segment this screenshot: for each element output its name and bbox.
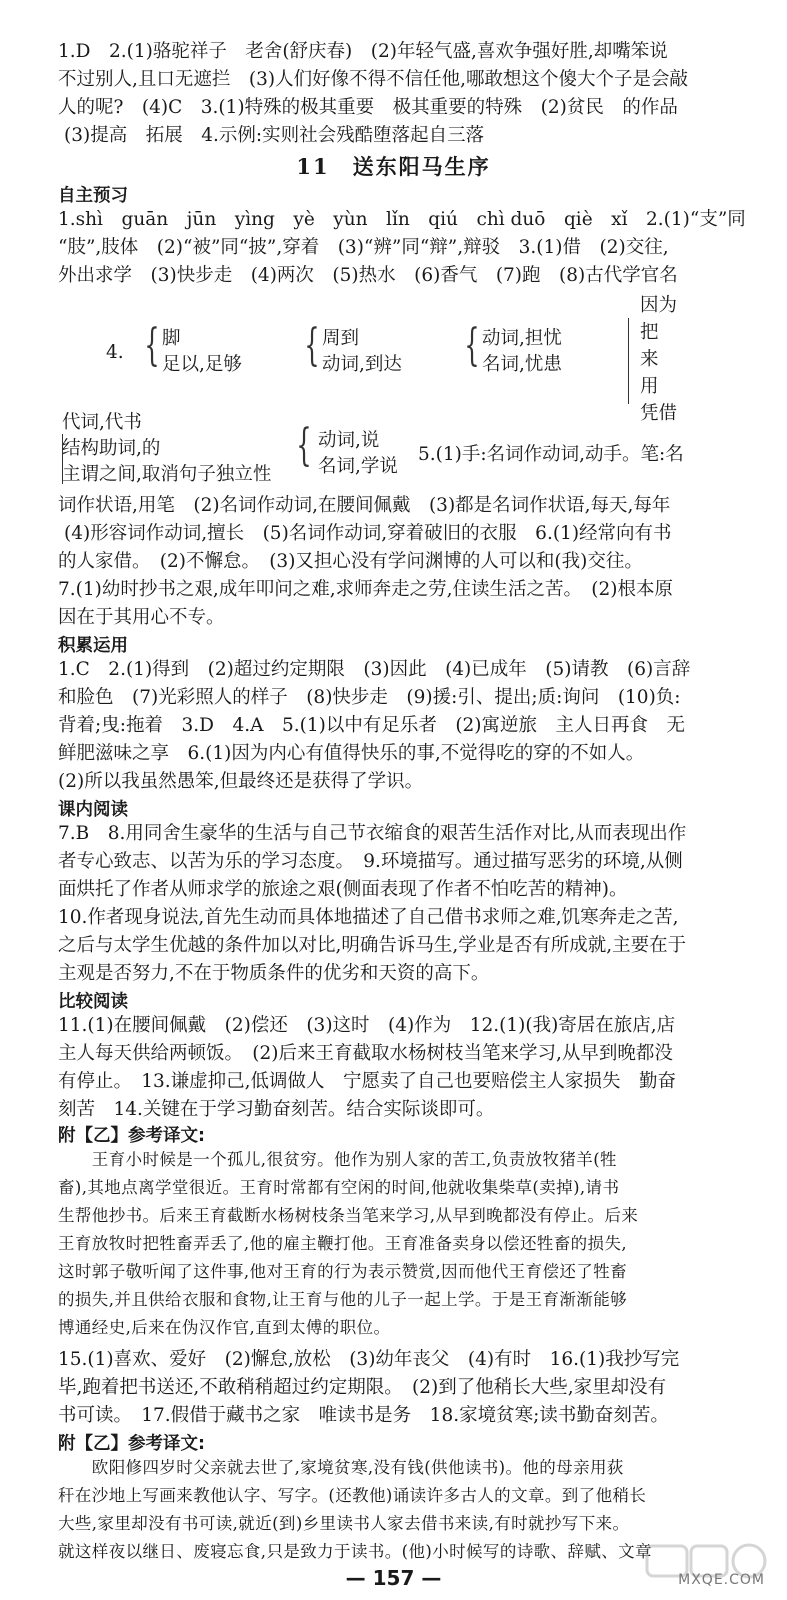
- q4-group-6: [318, 428, 398, 480]
- q4-label: 4.: [106, 342, 124, 363]
- watermark-text: MXQE.COM: [678, 1572, 765, 1588]
- group-item: 结构助词,的: [62, 438, 161, 459]
- text-line: 1.C 2.(1)得到 (2)超过约定期限 (3)因此 (4)已成年 (5)请教 (6)言辞: [58, 659, 691, 680]
- text-line: 词作状语,用笔 (2)名词作动词,在腰间佩戴 (3)都是名词作状语,每天,每年: [58, 495, 671, 516]
- text-line: 的人家借。 (2)不懈怠。 (3)又担心没有学问渊博的人可以和(我)交往。: [58, 551, 643, 572]
- translation-line: 这时郭子敬听闻了这件事,他对王育的行为表示赞赏,因而他代王育偿还了牲畜: [58, 1262, 627, 1281]
- text-line: 者专心致志、以苦为乐的学习态度。 9.环境描写。通过描写恶劣的环境,从侧: [58, 851, 683, 872]
- q5-start: 5.(1)手:名词作动词,动手。笔:名: [418, 444, 684, 465]
- translation-line: 的损失,并且供给衣服和食物,让王育与他的儿子一起上学。于是王育渐渐能够: [58, 1290, 627, 1309]
- text-line: 和脸色 (7)光彩照人的样子 (8)快步走 (9)援:引、提出;质:询问 (10)负:: [58, 687, 681, 708]
- section-heading-class-reading: 课内阅读: [58, 800, 128, 820]
- translation-line: 就这样夜以继日、废寝忘食,只是致力于读书。(他)小时候写的诗歌、辞赋、文章: [58, 1542, 652, 1561]
- text-line: 7.B 8.用同舍生豪华的生活与自己节衣缩食的艰苦生活作对比,从而表现出作: [58, 823, 687, 844]
- text-line: (2)所以我虽然愚笨,但最终还是获得了学识。: [58, 771, 424, 792]
- text-line: 不过别人,且口无遮拦 (3)人们好像不得不信任他,哪敢想这个傻大个子是会敲: [58, 69, 688, 90]
- text-line: 人的呢? (4)C 3.(1)特殊的极其重要 极其重要的特殊 (2)贫民 的作品: [58, 97, 678, 118]
- group-item: 动词,到达: [322, 354, 402, 375]
- text-line: 10.作者现身说法,首先生动而具体地描述了自己借书求师之难,饥寒奔走之苦,: [58, 907, 679, 928]
- group-item: 动词,说: [318, 430, 380, 451]
- text-line: 面烘托了作者从师求学的旅途之艰(侧面表现了作者不怕吃苦的精神)。: [58, 879, 628, 900]
- text-line: 鲜肥滋味之享 6.(1)因为内心有值得快乐的事,不觉得吃的穿的不如人。: [58, 743, 645, 764]
- text-line: 15.(1)喜欢、爱好 (2)懈怠,放松 (3)幼年丧父 (4)有时 16.(1)我抄写完: [58, 1349, 680, 1370]
- brace-icon: {: [304, 320, 320, 371]
- section-heading-compare-reading: 比较阅读: [58, 992, 128, 1012]
- text-line: 主观是否努力,不在于物质条件的优劣和天资的高下。: [58, 963, 490, 984]
- brace-bar: [628, 318, 629, 404]
- text-line: 毕,跑着把书送还,不敢稍稍超过约定期限。 (2)到了他稍长大些,家里却没有: [58, 1377, 667, 1398]
- translation-line: 大些,家里却没有书可读,就近(到)乡里读书人家去借书来读,有时就抄写下来。: [58, 1514, 630, 1533]
- text-line: 7.(1)幼时抄书之艰,成年叩问之难,求师奔走之劳,住读生活之苦。 (2)根本原: [58, 579, 673, 600]
- lesson-title: 11 送东阳马生序: [296, 154, 491, 179]
- translation-line: 欧阳修四岁时父亲就去世了,家境贫寒,没有钱(供他读书)。他的母亲用荻: [58, 1458, 624, 1477]
- group-item: 动词,担忧: [482, 328, 562, 349]
- translation-line: 畜),其地点离学堂很近。王育时常都有空闲的时间,他就收集柴草(卖掉),请书: [58, 1178, 620, 1197]
- section-heading-accumulate: 积累运用: [58, 636, 128, 656]
- text-line: (3)提高 拓展 4.示例:实则社会残酷堕落起自三落: [64, 125, 485, 146]
- text-line: 有停止。 13.谦虚抑己,低调做人 宁愿卖了自己也要赔偿主人家损失 勤奋: [58, 1071, 677, 1092]
- text-line: 背着;曳:拖着 3.D 4.A 5.(1)以中有足乐者 (2)寓逆旅 主人日再食 无: [58, 715, 686, 736]
- group-item: 周到: [322, 328, 360, 349]
- appendix-heading: 附【乙】参考译文:: [58, 1126, 205, 1146]
- text-line: 主人每天供给两顿饭。 (2)后来王育截取水杨树枝当笔来学习,从早到晚都没: [58, 1043, 673, 1064]
- q4-group-4: [640, 292, 677, 427]
- group-item: 脚: [162, 328, 181, 349]
- group-item: 凭借: [640, 403, 678, 424]
- text-line: (4)形容词作动词,擅长 (5)名词作动词,穿着破旧的衣服 6.(1)经常向有书: [64, 523, 672, 544]
- translation-line: 博通经史,后来在伪汉作官,直到太傅的职位。: [58, 1318, 391, 1337]
- group-item: 来: [640, 349, 659, 370]
- text-line: 书可读。 17.假借于藏书之家 唯读书是务 18.家境贫寒;读书勤奋刻苦。: [58, 1405, 669, 1426]
- section-heading-preview: 自主预习: [58, 186, 128, 206]
- q4-group-5: [62, 410, 271, 488]
- group-item: 把: [640, 322, 659, 343]
- translation-line: 王育小时候是一个孤儿,很贫穷。他作为别人家的苦工,负责放牧猪羊(牲: [58, 1150, 617, 1169]
- group-item: 足以,足够: [162, 354, 242, 375]
- brace-icon: {: [464, 320, 480, 371]
- text-line: 1.shì guān jūn yìng yè yùn lǐn qiú chì duō qiè xǐ 2.(1)“支”同: [58, 209, 746, 230]
- translation-line: 王育放牧时把牲畜弄丢了,他的雇主鞭打他。王育准备卖身以偿还牲畜的损失,: [58, 1234, 627, 1253]
- text-line: 外出求学 (3)快步走 (4)两次 (5)热水 (6)香气 (7)跑 (8)古代学官名: [58, 265, 678, 286]
- q4-group-1: [162, 326, 242, 378]
- text-line: 1.D 2.(1)骆驼祥子 老舍(舒庆春) (2)年轻气盛,喜欢争强好胜,却嘴笨说: [58, 41, 668, 62]
- group-item: 因为: [640, 295, 678, 316]
- page-number: — 157 —: [345, 1566, 442, 1590]
- watermark-logo-icon: [643, 1540, 773, 1600]
- brace-icon: {: [144, 320, 160, 371]
- text-line: “肢”,肢体 (2)“被”同“披”,穿着 (3)“辨”同“辩”,辩驳 3.(1)借 (2)交往,: [58, 237, 669, 258]
- translation-line: 生帮他抄书。后来王育截断水杨树枝条当笔来学习,从早到晚都没有停止。后来: [58, 1206, 639, 1225]
- group-item: 名词,忧患: [482, 354, 562, 375]
- appendix-heading: 附【乙】参考译文:: [58, 1434, 205, 1454]
- group-item: 名词,学说: [318, 456, 398, 477]
- translation-line: 秆在沙地上写画来教他认字、写字。(还教他)诵读许多古人的文章。到了他稍长: [58, 1486, 647, 1505]
- group-item: 主谓之间,取消句子独立性: [62, 464, 272, 485]
- text-line: 11.(1)在腰间佩戴 (2)偿还 (3)这时 (4)作为 12.(1)(我)寄居在旅店,店: [58, 1015, 676, 1036]
- q4-group-2: [322, 326, 402, 378]
- text-line: 因在于其用心不专。: [58, 607, 225, 628]
- text-line: 之后与太学生优越的条件加以对比,明确告诉马生,学业是否有所成就,主要在于: [58, 935, 687, 956]
- text-line: 刻苦 14.关键在于学习勤奋刻苦。结合实际谈即可。: [58, 1099, 495, 1120]
- group-item: 代词,代书: [62, 412, 142, 433]
- brace-icon: {: [296, 420, 312, 471]
- q4-group-3: [482, 326, 562, 378]
- group-item: 用: [640, 376, 659, 397]
